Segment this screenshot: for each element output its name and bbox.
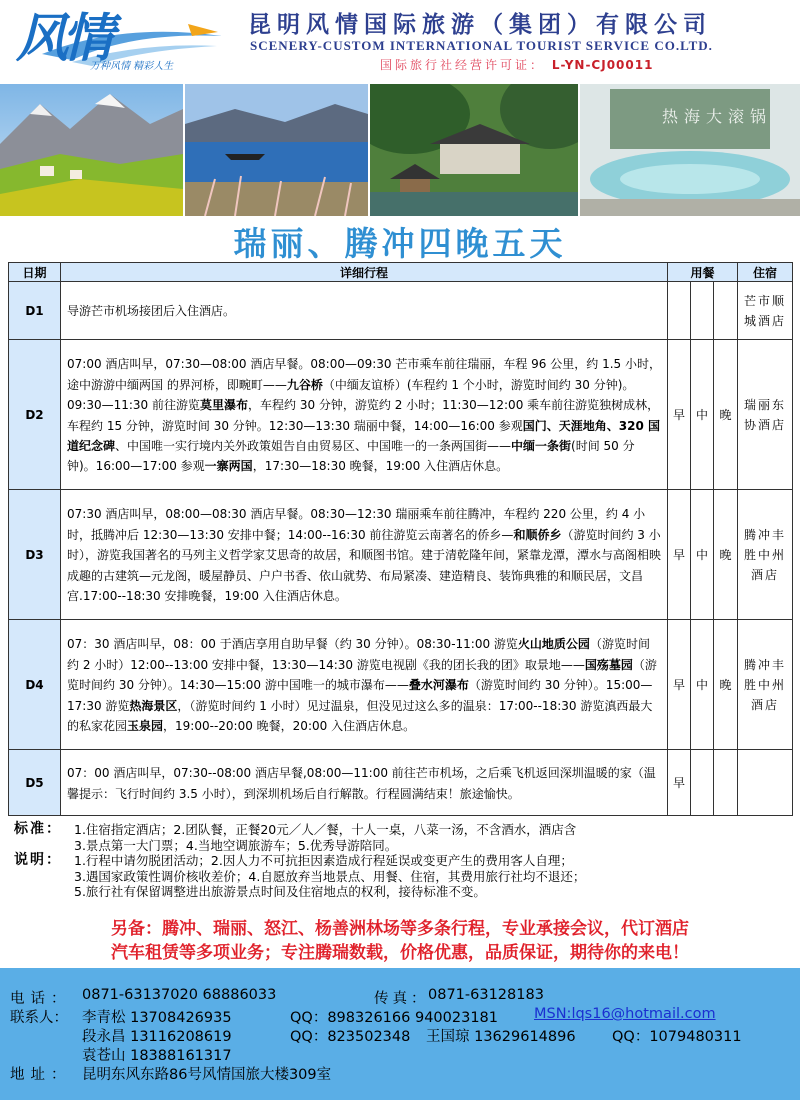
msn-link[interactable]: MSN:lqs16@hotmail.com (534, 1006, 716, 1022)
company-logo (12, 2, 227, 80)
explain-label: 说明： (14, 852, 62, 868)
license-label: 国际旅行社经营许可证： (380, 58, 546, 72)
meal-lunch (691, 282, 714, 340)
contact-person-label: 联系人： (10, 1010, 68, 1026)
fax-label: 传真： (374, 991, 430, 1007)
itinerary-text: 07:30 酒店叫早，08:00—08:30 酒店早餐。08:30—12:30 瑞丽乘车前往腾冲，车程约 220 公里，约 4 小时，抵腾冲后 12:30—13:30 安排中餐；14:00--16:30 前往游览云南著名的侨乡— (67, 507, 646, 542)
hotel-cell: 芒市顺城酒店 (738, 282, 793, 340)
attraction-name: 热海景区 (129, 698, 178, 713)
itinerary-detail (61, 282, 668, 340)
header-meal: 用餐 (668, 263, 738, 282)
explain-line: 3.遇国家政策性调价核收差价；4.自愿放弃当地景点、用餐、住宿，其费用旅行社均不退还； (74, 868, 586, 884)
itinerary-text: ，17:30—18:30 晚餐，19:00 入住酒店休息。 (252, 459, 509, 474)
attraction-name: 和顺侨乡 (513, 527, 562, 542)
meal-lunch: 中 (691, 340, 714, 490)
extra-line-2: 汽车租赁等多项业务；专注腾瑞数载，价格优惠，品质保证，期待你的来电！ (111, 943, 689, 963)
itinerary-detail (61, 340, 668, 490)
meal-dinner (714, 750, 738, 816)
phone-label: 电话： (10, 991, 72, 1007)
meal-dinner: 晚 (714, 340, 738, 490)
address-label: 地址： (10, 1067, 72, 1083)
photo-hot-spring (580, 84, 800, 216)
attraction-name: 莫里瀑布 (199, 398, 248, 413)
contact-panel (0, 968, 800, 1100)
hotel-cell: 瑞丽东协酒店 (738, 340, 793, 490)
day-cell: D4 (9, 620, 61, 750)
attraction-name: 玉泉园 (127, 719, 164, 734)
meal-breakfast (668, 282, 691, 340)
address-text: 昆明东风东路86号风情国旅大楼309室 (82, 1067, 332, 1083)
photo-mountain-village (0, 84, 183, 216)
itinerary-text: 导游芒市机场接团后入住酒店。 (67, 304, 236, 319)
attraction-name: 中缅一条街 (511, 438, 572, 453)
itinerary-text: (时间 50 分钟)。16:00—17:00 参观 (67, 438, 635, 474)
contact-person-3: 王国琼 13629614896 (426, 1029, 576, 1045)
license-line (380, 56, 653, 73)
phone-number[interactable]: 0871-63137020 68886033 (82, 987, 277, 1003)
itinerary-text: ，（游览时间约 1 小时）见过温泉，但没见过这么多的温泉：17:00--18:30 游览滇西最大的私家花园 (67, 698, 653, 734)
itinerary-text: （游览时间约 3 小时），游览我国著名的马列主义哲学家艾思奇的故居，和顺图书馆。建于清乾隆年间，紧靠龙潭，潭水与高阁相映成趣的古建筑—元龙阁，暖屋静员、户户书香、依山就势、布局紧凑、建造精良、装饰典雅的和顺民居，文昌宫.17:00--18:30 安排晚餐，19:00 入住酒店休息。 (67, 527, 662, 604)
header-hotel: 住宿 (738, 263, 793, 282)
logo-text: 风情 (16, 8, 109, 69)
contact-person-1: 李青松 13708426935 (82, 1010, 232, 1026)
company-name-cn: 昆明风情国际旅游（集团）有限公司 (248, 11, 712, 38)
meal-lunch (691, 750, 714, 816)
header-detail: 详细行程 (61, 263, 668, 282)
itinerary-text: ，车程约 30 分钟，游览约 2 小时；11:30—12:00 乘车前往游览独树成林，车程约 15 分钟，游览时间 30 分钟。12:30—13:30 瑞丽中餐，14:00—16:00 参观 (67, 398, 660, 433)
itinerary-text: （游览时间约 30 分钟）。15:00—17:30 游览 (67, 678, 653, 713)
contact-person-4: 袁苍山 18388161317 (82, 1048, 232, 1064)
contact-person-2-qq: QQ：823502348 (290, 1029, 411, 1045)
itinerary-text: 07：30 酒店叫早，08：00 于酒店享用自助早餐（约 30 分钟）。08:30-11:00 游览 (67, 637, 518, 652)
meal-lunch: 中 (691, 490, 714, 620)
hotel-cell: 腾冲丰胜中州酒店 (738, 490, 793, 620)
attraction-name: 国殇墓园 (584, 657, 633, 672)
contact-person-1-qq: QQ：898326166 940023181 (290, 1010, 498, 1026)
hotel-cell: 腾冲丰胜中州酒店 (738, 620, 793, 750)
itinerary-text: （游览时间约 2 小时）12:00--13:00 安排中餐，13:30—14:30 游览电视剧《我的团长我的团》取景地—— (67, 637, 650, 672)
day-cell: D2 (9, 340, 61, 490)
notes-section (14, 822, 794, 900)
photo-strip (0, 84, 800, 216)
explain-line: 1.行程中请勿脱团活动；2.因人力不可抗拒因素造成行程延误或变更产生的费用客人自理； (74, 853, 573, 868)
table-row (9, 620, 793, 750)
attraction-name: 一寨两国 (204, 459, 253, 474)
extra-line-1: 另备：腾冲、瑞丽、怒江、杨善洲林场等多条行程，专业承接会议，代订酒店 (111, 919, 689, 939)
table-header-row (9, 263, 793, 282)
company-name-en: SCENERY-CUSTOM INTERNATIONAL TOURIST SERVICE CO.LTD. (250, 38, 713, 53)
table-row (9, 340, 793, 490)
meal-dinner (714, 282, 738, 340)
itinerary-detail (61, 750, 668, 816)
itinerary-text: 、中国唯一实行境内关外政策姐告自由贸易区、中国唯一的一条两国街—— (115, 438, 512, 453)
explain-line: 5.旅行社有保留调整进出旅游景点时间及住宿地点的权利，接待标准不变。 (74, 884, 486, 899)
itinerary-text: 07：00 酒店叫早，07:30--08:00 酒店早餐,08:00—11:00 前往芒市机场，之后乘飞机返回深圳温暖的家（温馨提示：飞行时间约 3.5 小时），到深圳机场后自行解散。行程圆满结束！旅途愉快。 (67, 766, 656, 801)
itinerary-text: （中缅友谊桥）(车程约 1 个小时，游览时间约 30 分钟)。09:30—11:30 前往游览 (67, 377, 635, 413)
header-day: 日期 (9, 263, 61, 282)
attraction-name: 火山地质公园 (517, 637, 590, 652)
day-cell: D3 (9, 490, 61, 620)
attraction-name: 叠水河瀑布 (408, 678, 469, 693)
meal-dinner: 晚 (714, 490, 738, 620)
page-title: 瑞丽、腾冲四晚五天 (233, 224, 567, 263)
meal-breakfast: 早 (668, 340, 691, 490)
license-number: L-YN-CJ00011 (551, 58, 654, 72)
table-row (9, 750, 793, 816)
table-row (9, 282, 793, 340)
page-header (0, 0, 800, 84)
photo-inscription: 热海大滚锅 (662, 107, 773, 126)
logo-slogan: 万种风情 精彩人生 (90, 61, 174, 72)
meal-lunch: 中 (691, 620, 714, 750)
photo-lake-boat (185, 84, 368, 216)
itinerary-text: （游览时间约 30 分钟）。14:30—15:00 游中国唯一的城市瀑布—— (67, 657, 657, 693)
contact-person-3-qq: QQ：1079480311 (612, 1029, 742, 1045)
itinerary-detail (61, 490, 668, 620)
table-row (9, 490, 793, 620)
standard-label: 标准： (14, 821, 62, 837)
itinerary-text: ，19:00--20:00 晚餐，20:00 入住酒店休息。 (163, 719, 416, 734)
standard-line: 1.住宿指定酒店；2.团队餐，正餐20元／人／餐，十人一桌，八菜一汤，不含酒水，酒店含 (74, 822, 577, 837)
fax-number: 0871-63128183 (428, 987, 544, 1003)
itinerary-table (8, 262, 793, 816)
hotel-cell (738, 750, 793, 816)
meal-dinner: 晚 (714, 620, 738, 750)
standard-line: 3.景点第一大门票；4.当地空调旅游车；5.优秀导游陪同。 (74, 837, 398, 853)
meal-breakfast: 早 (668, 620, 691, 750)
explain-note (14, 853, 794, 900)
meal-breakfast: 早 (668, 750, 691, 816)
standard-note (14, 822, 794, 853)
itinerary-detail (61, 620, 668, 750)
meal-breakfast: 早 (668, 490, 691, 620)
itinerary-text: 07:00 酒店叫早，07:30—08:00 酒店早餐。08:00—09:30 芒市乘车前往瑞丽，车程 96 公里，约 1.5 小时，途中游游中缅两国 的界河桥，即畹町—— (67, 357, 661, 392)
day-cell: D5 (9, 750, 61, 816)
attraction-name: 九谷桥 (286, 377, 323, 392)
contact-person-2: 段永昌 13116208619 (82, 1029, 232, 1045)
day-cell: D1 (9, 282, 61, 340)
attraction-name: 国门、天涯地角、320 国道纪念碑 (67, 418, 660, 453)
photo-ancient-pavilion (370, 84, 578, 216)
extra-services (0, 917, 800, 965)
